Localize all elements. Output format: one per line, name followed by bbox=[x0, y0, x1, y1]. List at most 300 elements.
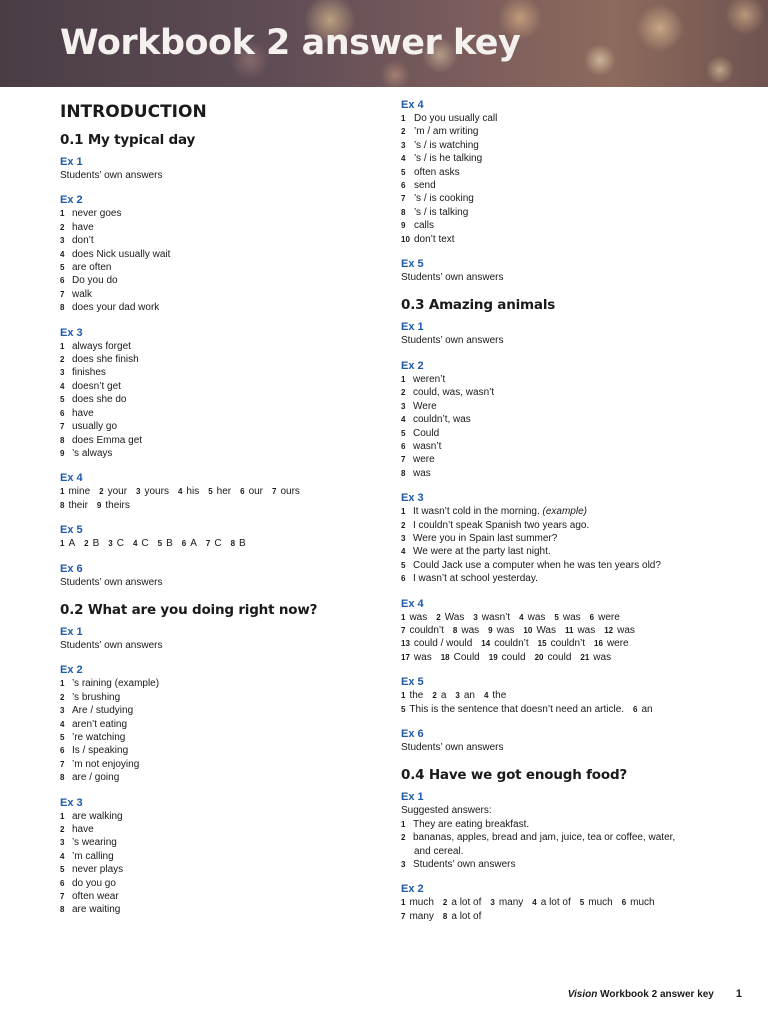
answer-text: wasn’t bbox=[413, 440, 442, 452]
item-number: 5 bbox=[579, 898, 585, 908]
exercise-ex-1 bbox=[401, 790, 731, 871]
answer-inline bbox=[208, 486, 231, 497]
exercise-ex-2 bbox=[401, 882, 731, 923]
answer-inline bbox=[535, 652, 572, 663]
answer-text: send bbox=[414, 180, 436, 192]
item-number: 4 bbox=[483, 691, 489, 701]
item-number: 5 bbox=[60, 395, 65, 405]
answer-item bbox=[60, 758, 360, 771]
answer-row bbox=[401, 651, 731, 664]
left-column bbox=[60, 98, 360, 928]
answer-text: was bbox=[409, 611, 428, 623]
item-number: 2 bbox=[401, 127, 406, 137]
item-number: 3 bbox=[473, 612, 478, 622]
item-number: 6 bbox=[60, 276, 65, 286]
exercise-label: Ex 4 bbox=[60, 472, 83, 485]
answer-text: are walking bbox=[72, 810, 123, 822]
answer-inline bbox=[532, 897, 570, 908]
item-number: 16 bbox=[594, 639, 603, 649]
exercise-ex-4 bbox=[401, 597, 731, 665]
answer-text: C bbox=[141, 538, 149, 550]
answer-text: could, was, wasn’t bbox=[413, 387, 495, 399]
answer-item bbox=[60, 823, 360, 836]
answer-item bbox=[60, 836, 360, 849]
answer-item bbox=[60, 877, 360, 890]
item-number: 3 bbox=[401, 533, 406, 543]
item-number: 3 bbox=[136, 487, 141, 497]
answer-text: C bbox=[116, 538, 124, 550]
page-number: 1 bbox=[735, 988, 742, 1000]
answer-text: a lot of bbox=[451, 910, 482, 922]
item-number: 2 bbox=[442, 898, 448, 908]
item-number: 7 bbox=[60, 289, 65, 299]
item-number: 6 bbox=[181, 539, 187, 549]
answer-item bbox=[401, 125, 731, 138]
answer-text: ’re watching bbox=[72, 731, 126, 743]
answer-text: ours bbox=[280, 486, 300, 498]
item-number: 1 bbox=[60, 679, 65, 689]
answer-text: ’s / is cooking bbox=[414, 193, 474, 205]
item-number: 2 bbox=[401, 833, 406, 843]
answer-text: an bbox=[463, 690, 475, 702]
section-title: 0.1 My typical day bbox=[60, 132, 196, 148]
answer-text: does she do bbox=[72, 394, 127, 406]
answer-inline bbox=[565, 625, 595, 636]
section-right-1 bbox=[401, 765, 731, 923]
answer-text: the bbox=[492, 690, 507, 702]
answer-text: her bbox=[216, 486, 232, 498]
exercise-intro: Suggested answers: bbox=[401, 805, 492, 817]
item-number: 9 bbox=[401, 221, 406, 231]
exercise-label: Ex 2 bbox=[401, 359, 424, 372]
item-number: 6 bbox=[60, 746, 65, 756]
answer-text: a bbox=[440, 690, 447, 702]
example-tag: (example) bbox=[542, 506, 587, 518]
answer-inline bbox=[604, 625, 635, 636]
answer-text: have bbox=[72, 407, 94, 419]
unit-title: INTRODUCTION bbox=[60, 102, 207, 122]
item-number: 3 bbox=[401, 860, 406, 870]
answer-text: theirs bbox=[105, 499, 130, 511]
item-number: 6 bbox=[633, 704, 638, 714]
answer-text: were bbox=[413, 454, 435, 466]
answer-text: B bbox=[92, 538, 100, 550]
item-number: 3 bbox=[490, 898, 495, 908]
item-number: 1 bbox=[60, 487, 65, 497]
footer-title: Workbook 2 answer key bbox=[597, 989, 714, 1000]
answer-text: This is the sentence that doesn’t need an article. bbox=[409, 703, 625, 715]
page-title: Workbook 2 answer key bbox=[60, 23, 521, 63]
answer-item bbox=[401, 386, 731, 399]
answer-item bbox=[401, 192, 731, 205]
item-number: 5 bbox=[401, 704, 406, 714]
item-number: 20 bbox=[534, 652, 544, 662]
answer-row bbox=[401, 637, 731, 650]
answer-inline bbox=[182, 538, 197, 549]
answer-continuation: and cereal. bbox=[414, 845, 464, 857]
item-number: 8 bbox=[442, 911, 448, 921]
item-number: 6 bbox=[240, 487, 245, 497]
answer-inline bbox=[580, 652, 611, 663]
item-number: 7 bbox=[401, 194, 406, 204]
answer-inline bbox=[99, 486, 127, 497]
item-number: 19 bbox=[488, 652, 498, 662]
answer-text: often asks bbox=[414, 166, 460, 178]
answer-row bbox=[401, 910, 731, 923]
exercise-ex-6 bbox=[401, 727, 731, 754]
exercise-ex-5 bbox=[401, 257, 731, 284]
answer-inline bbox=[133, 538, 149, 549]
answer-item bbox=[401, 413, 731, 426]
item-number: 1 bbox=[401, 507, 406, 517]
answer-item bbox=[60, 301, 360, 314]
exercise-label: Ex 5 bbox=[60, 524, 83, 537]
answer-inline bbox=[523, 625, 556, 636]
answer-line: Students’ own answers bbox=[401, 272, 504, 284]
answer-inline bbox=[443, 911, 481, 922]
answer-inline bbox=[590, 612, 620, 623]
answer-item bbox=[401, 139, 731, 152]
answer-text: was bbox=[617, 624, 635, 636]
answer-text: an bbox=[641, 703, 653, 715]
answer-text: have bbox=[72, 221, 94, 233]
exercise-ex-2 bbox=[60, 193, 360, 314]
answer-text: walk bbox=[72, 288, 93, 300]
answer-inline bbox=[401, 652, 432, 663]
answer-inline bbox=[401, 625, 444, 636]
item-number: 4 bbox=[401, 154, 406, 164]
answer-row bbox=[401, 611, 731, 624]
answer-inline bbox=[490, 897, 523, 908]
answer-row bbox=[401, 896, 731, 909]
answer-text: doesn’t get bbox=[72, 380, 121, 392]
answer-item bbox=[401, 467, 731, 480]
answer-text: are often bbox=[72, 262, 112, 274]
item-number: 4 bbox=[132, 539, 138, 549]
answer-item bbox=[60, 677, 360, 690]
item-number: 9 bbox=[60, 448, 65, 458]
answer-item bbox=[60, 434, 360, 447]
answer-text: Students’ own answers bbox=[413, 859, 516, 871]
exercise-ex-3 bbox=[401, 491, 731, 585]
item-number: 5 bbox=[157, 539, 163, 549]
answer-inline bbox=[519, 612, 545, 623]
answer-inline bbox=[436, 612, 464, 623]
item-number: 9 bbox=[488, 625, 493, 635]
exercise-label: Ex 1 bbox=[60, 625, 83, 638]
answer-row bbox=[60, 499, 360, 512]
section-right-0 bbox=[401, 295, 731, 754]
exercise-label: Ex 5 bbox=[401, 258, 424, 271]
answer-item bbox=[60, 248, 360, 261]
item-number: 7 bbox=[60, 759, 65, 769]
answer-text: ’m calling bbox=[72, 850, 114, 862]
exercise-ex-5 bbox=[401, 675, 731, 716]
answer-inline bbox=[401, 704, 624, 715]
item-number: 7 bbox=[401, 911, 406, 921]
answer-row bbox=[401, 624, 731, 637]
answer-text: We were at the party last night. bbox=[413, 546, 551, 558]
item-number: 1 bbox=[401, 374, 406, 384]
answer-inline bbox=[401, 612, 427, 623]
answer-text: ’s raining (example) bbox=[72, 678, 160, 690]
answer-text: don’t text bbox=[414, 233, 455, 245]
answer-text: does Emma get bbox=[72, 434, 143, 446]
item-number: 1 bbox=[401, 898, 406, 908]
answer-item bbox=[60, 261, 360, 274]
item-number: 8 bbox=[401, 468, 406, 478]
answer-text: was bbox=[461, 624, 480, 636]
item-number: 1 bbox=[60, 539, 65, 549]
answer-item bbox=[401, 152, 731, 165]
item-number: 15 bbox=[537, 639, 547, 649]
answer-line: Students’ own answers bbox=[401, 335, 504, 347]
answer-text: Were you in Spain last summer? bbox=[413, 532, 558, 544]
answer-inline bbox=[206, 538, 222, 549]
header-banner bbox=[0, 0, 768, 87]
answer-inline bbox=[489, 652, 526, 663]
answer-inline bbox=[443, 897, 481, 908]
answer-text: does she finish bbox=[72, 354, 139, 366]
answer-item bbox=[60, 366, 360, 379]
answer-text: A bbox=[190, 538, 197, 550]
answer-item bbox=[401, 559, 731, 572]
answer-inline bbox=[231, 538, 246, 549]
item-number: 2 bbox=[436, 612, 441, 622]
item-number: 8 bbox=[60, 303, 65, 313]
answer-inline bbox=[60, 500, 88, 511]
answer-text: his bbox=[186, 486, 200, 498]
item-number: 6 bbox=[589, 612, 595, 622]
item-number: 7 bbox=[60, 422, 65, 432]
footer-brand: Vision bbox=[567, 989, 598, 1000]
answer-inline bbox=[453, 625, 479, 636]
answer-item bbox=[401, 532, 731, 545]
answer-text: wasn’t bbox=[481, 611, 511, 623]
answer-text: B bbox=[239, 538, 246, 550]
item-number: 6 bbox=[621, 898, 627, 908]
answer-item bbox=[401, 219, 731, 232]
answer-text: calls bbox=[414, 220, 435, 232]
answer-text: yours bbox=[144, 486, 169, 498]
answer-item bbox=[401, 831, 731, 844]
answer-inline bbox=[633, 704, 653, 715]
answer-text: could bbox=[501, 651, 526, 663]
answer-text: Could bbox=[413, 427, 440, 439]
answer-text: the bbox=[409, 690, 424, 702]
answer-item bbox=[60, 771, 360, 784]
answer-inline bbox=[158, 538, 173, 549]
answer-item bbox=[401, 373, 731, 386]
answer-text: mine bbox=[68, 486, 91, 498]
section-left-1 bbox=[60, 600, 360, 917]
answer-item bbox=[401, 400, 731, 413]
answer-text: was bbox=[413, 651, 432, 663]
answer-item bbox=[60, 393, 360, 406]
answer-inline bbox=[481, 638, 528, 649]
answer-item bbox=[60, 340, 360, 353]
answer-text: I couldn’t speak Spanish two years ago. bbox=[413, 519, 590, 531]
answer-inline bbox=[401, 897, 434, 908]
answer-text: our bbox=[248, 486, 264, 498]
item-number: 4 bbox=[60, 719, 65, 729]
answer-text: was bbox=[527, 611, 546, 623]
answer-text: never goes bbox=[72, 208, 122, 220]
section-title: 0.3 Amazing animals bbox=[401, 297, 556, 314]
item-number: 6 bbox=[401, 441, 406, 451]
answer-item bbox=[60, 288, 360, 301]
exercise-ex-3 bbox=[60, 796, 360, 917]
answer-inline bbox=[538, 638, 585, 649]
answer-text: much bbox=[588, 897, 613, 909]
exercise-ex-1 bbox=[60, 625, 360, 652]
answer-item bbox=[60, 380, 360, 393]
answer-text: I wasn’t at school yesterday. bbox=[413, 573, 538, 585]
right-column bbox=[401, 98, 731, 934]
item-number: 21 bbox=[580, 652, 590, 662]
exercise-label: Ex 6 bbox=[401, 728, 424, 740]
answer-text: aren’t eating bbox=[72, 718, 128, 730]
item-number: 7 bbox=[401, 625, 406, 635]
answer-item bbox=[401, 818, 731, 831]
item-number: 2 bbox=[60, 692, 65, 702]
answer-text: Could Jack use a computer when he was ten years old? bbox=[413, 559, 661, 571]
answer-item bbox=[60, 890, 360, 903]
item-number: 8 bbox=[452, 625, 458, 635]
item-number: 6 bbox=[401, 181, 406, 191]
answer-text: ’m / am writing bbox=[414, 126, 479, 138]
item-number: 3 bbox=[60, 838, 65, 848]
answer-item bbox=[401, 505, 731, 518]
answer-item bbox=[60, 863, 360, 876]
item-number: 2 bbox=[401, 520, 406, 530]
answer-text: many bbox=[498, 897, 524, 909]
answer-text: don’t bbox=[72, 235, 94, 247]
answer-text: ’s always bbox=[72, 447, 113, 459]
answer-text: They are eating breakfast. bbox=[413, 818, 530, 830]
exercise-label: Ex 3 bbox=[60, 796, 83, 809]
section-title: 0.4 Have we got enough food? bbox=[401, 767, 628, 784]
item-number: 10 bbox=[523, 625, 533, 635]
answer-inline bbox=[455, 690, 475, 701]
item-number: 4 bbox=[519, 612, 524, 622]
answer-inline bbox=[488, 625, 514, 636]
answer-text: couldn’t bbox=[494, 638, 529, 650]
item-number: 8 bbox=[60, 500, 65, 510]
section-left-0 bbox=[60, 130, 360, 589]
answer-text: C bbox=[214, 538, 222, 550]
item-number: 6 bbox=[401, 574, 406, 584]
item-number: 14 bbox=[481, 639, 491, 649]
item-number: 5 bbox=[60, 263, 65, 273]
answer-text: B bbox=[166, 538, 173, 550]
answer-text: never plays bbox=[72, 864, 124, 876]
answer-item bbox=[60, 353, 360, 366]
item-number: 2 bbox=[60, 355, 65, 365]
item-number: 13 bbox=[401, 639, 410, 649]
answer-item bbox=[401, 453, 731, 466]
item-number: 6 bbox=[60, 878, 65, 888]
answer-text: Are / studying bbox=[72, 705, 134, 717]
item-number: 5 bbox=[401, 167, 406, 177]
exercise-label: Ex 3 bbox=[60, 326, 83, 339]
answer-item bbox=[60, 903, 360, 916]
answer-item bbox=[60, 234, 360, 247]
answer-item bbox=[60, 207, 360, 220]
item-number: 12 bbox=[604, 625, 614, 635]
item-number: 1 bbox=[401, 612, 406, 622]
answer-text: their bbox=[68, 499, 88, 511]
answer-text: was bbox=[577, 624, 596, 636]
item-number: 17 bbox=[401, 652, 410, 662]
answer-text: Could bbox=[453, 651, 480, 663]
exercise-ex-2 bbox=[401, 359, 731, 480]
item-number: 3 bbox=[60, 706, 65, 716]
answer-text: do you go bbox=[72, 877, 116, 889]
item-number: 1 bbox=[401, 819, 406, 829]
item-number: 2 bbox=[401, 388, 406, 398]
item-number: 3 bbox=[60, 236, 65, 246]
answer-inline bbox=[401, 911, 434, 922]
answer-text: could / would bbox=[413, 638, 473, 650]
exercise-label: Ex 6 bbox=[60, 562, 83, 575]
answer-inline bbox=[97, 500, 130, 511]
answer-item bbox=[60, 850, 360, 863]
answer-text: are waiting bbox=[72, 904, 121, 916]
answer-inline bbox=[473, 612, 510, 623]
exercise-ex-6 bbox=[60, 562, 360, 589]
item-number: 8 bbox=[60, 435, 65, 445]
item-number: 3 bbox=[401, 401, 406, 411]
answer-inline bbox=[594, 638, 629, 649]
section-title: 0.2 What are you doing right now? bbox=[60, 601, 318, 618]
answer-text: Were bbox=[413, 400, 437, 412]
answer-item bbox=[401, 112, 731, 125]
answer-item bbox=[60, 274, 360, 287]
answer-text: your bbox=[107, 486, 128, 498]
answer-inline bbox=[432, 690, 446, 701]
item-number: 2 bbox=[84, 539, 89, 549]
answer-inline bbox=[60, 538, 75, 549]
item-number: 4 bbox=[177, 487, 183, 497]
answer-text: Was bbox=[536, 624, 556, 636]
answer-row bbox=[60, 485, 360, 498]
answer-text: are / going bbox=[72, 772, 120, 784]
exercise-label: Ex 1 bbox=[60, 156, 83, 168]
answer-text: ’m not enjoying bbox=[72, 758, 140, 770]
item-number: 5 bbox=[208, 487, 213, 497]
answer-inline bbox=[484, 690, 506, 701]
item-number: 1 bbox=[60, 811, 65, 821]
item-number: 6 bbox=[60, 408, 65, 418]
answer-text: was bbox=[413, 467, 431, 479]
answer-item bbox=[60, 744, 360, 757]
answer-text: bananas, apples, bread and jam, juice, tea or coffee, water, bbox=[413, 832, 676, 844]
answer-inline bbox=[60, 486, 90, 497]
exercise-label: Ex 5 bbox=[401, 676, 424, 689]
answer-item bbox=[60, 407, 360, 420]
answer-text: was bbox=[496, 624, 515, 636]
answer-text: have bbox=[72, 824, 94, 835]
item-number: 8 bbox=[230, 539, 236, 549]
answer-inline bbox=[136, 486, 169, 497]
answer-text: ’s / is talking bbox=[414, 206, 469, 218]
item-number: 5 bbox=[554, 612, 559, 622]
answer-text: weren’t bbox=[413, 373, 446, 385]
answer-item bbox=[60, 691, 360, 704]
exercise-label: Ex 2 bbox=[401, 883, 424, 896]
answer-inline bbox=[622, 897, 655, 908]
